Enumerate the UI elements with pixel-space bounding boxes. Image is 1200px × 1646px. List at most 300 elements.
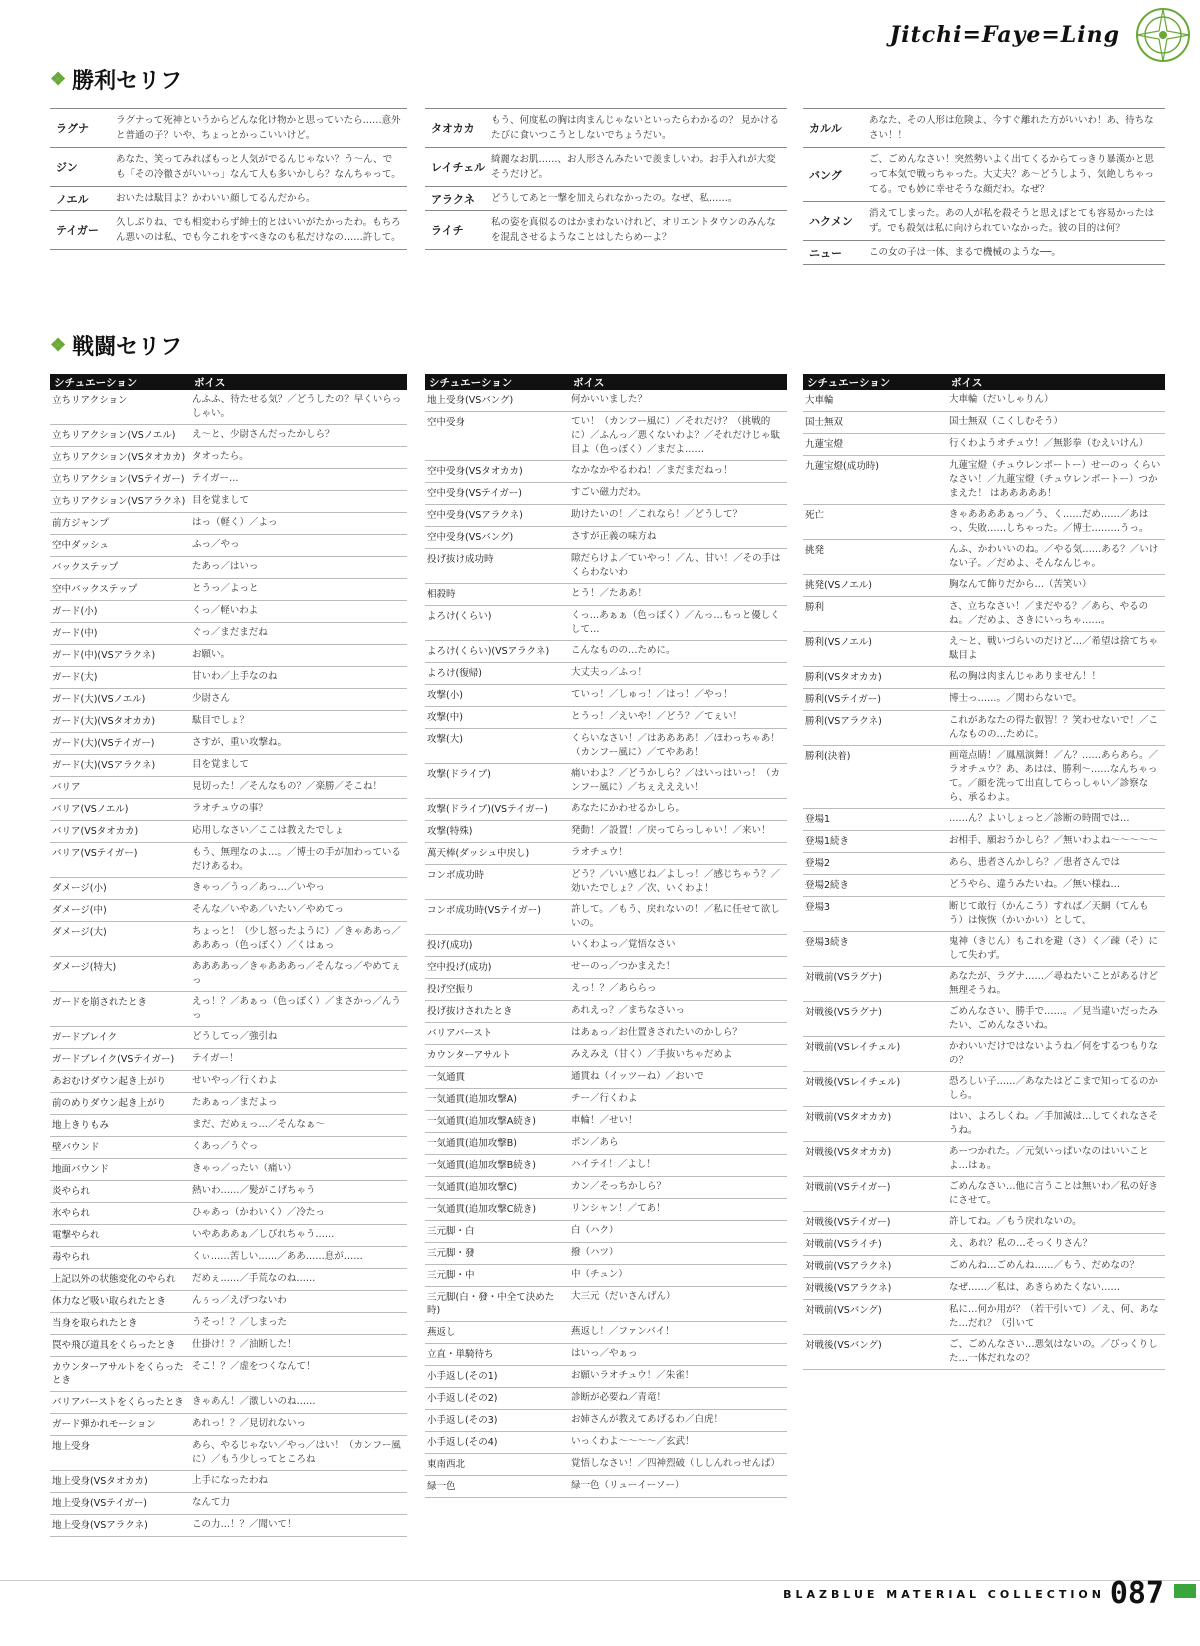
table-row [425, 1454, 787, 1476]
situation-cell: 地上受身(VSタオカカ) [52, 1476, 148, 1487]
table-row [425, 1221, 787, 1243]
situation-cell: 挑発 [805, 545, 825, 556]
situation-cell: ガードブレイク [52, 1032, 118, 1043]
voice-cell: あら、患者さんかしら？／患者さんでは [949, 857, 1121, 868]
situation-cell: 三元脚・中 [427, 1270, 475, 1281]
situation-cell: よろけ(くらい)(VSアラクネ) [427, 646, 550, 657]
voice-cell: テイガー！ [192, 1053, 239, 1064]
header-situation: シチュエーション [429, 376, 513, 389]
voice-cell: リンシャン！／てあ！ [571, 1203, 666, 1214]
table-row [803, 1037, 1165, 1072]
page-marker [1174, 1584, 1196, 1598]
voice-cell: まだ、だめぇっ…／そんなぁ〜 [192, 1119, 325, 1130]
table-row [425, 1265, 787, 1287]
table-row [50, 843, 407, 878]
situation-cell: 当身を取られたとき [52, 1318, 138, 1329]
situation-cell: 緑一色 [427, 1481, 456, 1492]
situation-cell: 国士無双 [805, 417, 844, 428]
voice-cell: ごめんなさい、勝手で……。／見当違いだったみたい、ごめんなさいね。 [949, 1006, 1159, 1031]
situation-cell: 対戦前(VSライチ) [805, 1239, 882, 1250]
voice-cell: 応用しなさい／ここは教えたでしょ [192, 825, 345, 836]
situation-cell: ダメージ(小) [52, 883, 107, 894]
situation-cell: 登場3 [805, 902, 831, 913]
table-row [50, 1471, 407, 1493]
voice-cell: 痛いわよ？／どうかしら？／はいっはいっ！（カンフー風に）／ちぇえええい！ [571, 768, 781, 793]
table-row [425, 606, 787, 641]
voice-cell: 許してね。／もう戻れないの。 [949, 1216, 1082, 1227]
voice-cell: ハイテイ！／よし！ [571, 1159, 656, 1170]
voice-cell: すごい磁力だわ。 [571, 487, 647, 498]
victory-line: おいたは駄目よ？かわいい顔してるんだから。 [116, 193, 316, 204]
table-row [425, 1045, 787, 1067]
table-row [50, 1436, 407, 1471]
voice-cell: あなたにかわせるかしら。 [571, 803, 686, 814]
battle-column [425, 374, 787, 1498]
voice-cell: 緑一色（リューイーソー） [571, 1480, 685, 1491]
victory-row [425, 187, 787, 211]
situation-cell: バリアバーストをくらったとき [52, 1397, 184, 1408]
situation-cell: 空中受身(VSアラクネ) [427, 510, 523, 521]
voice-cell: 画竜点睛！／鳳凰演舞！／ん？……あらあら。／ラオチュウ？あ、あはは、勝利〜……なんちゃって。／顔を洗って出直してらっしゃい／診察なら、承るわよ。 [949, 750, 1159, 803]
table-row [50, 1115, 407, 1137]
voice-cell: いっくわよ〜〜〜〜／玄武！ [571, 1436, 695, 1447]
situation-cell: 勝利(VSノエル) [805, 637, 872, 648]
voice-cell: 許して。／もう、戻れないの！／私に任せて欲しいの。 [571, 904, 780, 929]
table-row [803, 1177, 1165, 1212]
table-row [425, 1023, 787, 1045]
voice-cell: ごめんね…ごめんね……／もう、だめなの？ [949, 1260, 1140, 1271]
situation-cell: 立ちリアクション(VSタオカカ) [52, 452, 186, 463]
situation-cell: よろけ(くらい) [427, 611, 492, 622]
table-row [803, 456, 1165, 505]
table-row [803, 632, 1165, 667]
situation-cell: コンボ成功時 [427, 870, 485, 881]
situation-cell: 死亡 [805, 510, 825, 521]
situation-cell: 対戦前(VSレイチェル) [805, 1042, 901, 1053]
opponent-name: アラクネ [431, 192, 475, 206]
voice-cell: 覚悟しなさい！／四神烈破（ししんれっせんぱ） [571, 1458, 781, 1469]
victory-row [50, 148, 407, 187]
collection-name: BLAZBLUE MATERIAL COLLECTION [783, 1588, 1105, 1601]
table-row [50, 1137, 407, 1159]
table-row [425, 685, 787, 707]
voice-cell: たあっ／はいっ [192, 561, 259, 572]
table-row [425, 1476, 787, 1498]
voice-cell: 九蓮宝燈（チュウレンポートー）せーのっ くらいなさい！／九蓮宝燈（チュウレンポートー）つかまえた！ はあああああ！ [949, 460, 1161, 499]
voice-cell: せいやっ／行くわよ [192, 1075, 278, 1086]
table-row [803, 967, 1165, 1002]
table-row [803, 597, 1165, 632]
situation-cell: 九蓮宝燈 [805, 439, 844, 450]
voice-cell: ご、ごめんなさい…悪気はないの。／びっくりした…一体だれなの？ [949, 1339, 1158, 1364]
voice-cell: 燕返し！／ファンバイ！ [571, 1326, 675, 1337]
character-title: Jitchi=Faye=Ling [889, 22, 1120, 48]
victory-row [803, 241, 1165, 265]
table-row [425, 1322, 787, 1344]
situation-cell: 一気通貫 [427, 1072, 466, 1083]
voice-cell: 目を覚まして [192, 495, 250, 506]
voice-cell: くらいなさい！／はああああ！／ほわっちゃあ！（カンフー風に）／てやああ！ [571, 733, 780, 758]
table-row [50, 1357, 407, 1392]
table-row [803, 875, 1165, 897]
situation-cell: 一気通貫(追加攻撃B続き) [427, 1160, 536, 1171]
situation-cell: 空中受身(VSタオカカ) [427, 466, 523, 477]
voice-cell: 博士っ……。／関わらないで。 [949, 693, 1082, 704]
table-row [50, 557, 407, 579]
voice-cell: うそっ！？／しまった [192, 1317, 288, 1328]
situation-cell: 一気通貫(追加攻撃C続き) [427, 1204, 537, 1215]
table-header [50, 374, 407, 390]
situation-cell: 投げ(成功) [427, 940, 473, 951]
table-row [50, 667, 407, 689]
situation-cell: 攻撃(中) [427, 712, 463, 723]
situation-cell: 燕返し [427, 1327, 456, 1338]
situation-cell: 攻撃(特殊) [427, 826, 473, 837]
table-row [50, 1049, 407, 1071]
opponent-name: バング [809, 168, 842, 182]
table-row [425, 1155, 787, 1177]
situation-cell: 対戦後(VSレイチェル) [805, 1077, 901, 1088]
table-row [425, 527, 787, 549]
victory-line: 綺麗なお肌……、お人形さんみたいで羨ましいわ。お手入れが大変そうだけど。 [491, 154, 776, 180]
voice-cell: 恐ろしい子……／あなたはどこまで知ってるのかしら。 [949, 1076, 1159, 1101]
table-row [425, 1001, 787, 1023]
situation-cell: 小手返し(その3) [427, 1415, 498, 1426]
table-row [50, 1392, 407, 1414]
voice-cell: 大車輪（だいしゃりん） [949, 394, 1054, 405]
voice-cell: たあぁっ／まだよっ [192, 1097, 278, 1108]
table-row [50, 1493, 407, 1515]
voice-cell: きゃああああぁっ／う、く……だめ……／あはっ、失敗……しちゃった。／博士………うっ。 [949, 509, 1149, 534]
situation-cell: 対戦後(VSバング) [805, 1340, 882, 1351]
table-row [425, 1432, 787, 1454]
voice-cell: 診断が必要ね／青竜！ [571, 1392, 667, 1403]
table-row [425, 707, 787, 729]
table-row [803, 1234, 1165, 1256]
situation-cell: 立直・単騎待ち [427, 1349, 494, 1360]
voice-cell: さ、立ちなさい！／まだやる？／あら、やるのね。／だめよ、さきにいっちゃ……。 [949, 601, 1149, 626]
victory-column [803, 108, 1165, 265]
situation-cell: コンボ成功時(VSテイガー) [427, 905, 541, 916]
voice-cell: ……ん？よいしょっと／診断の時間では… [949, 813, 1130, 824]
table-row [803, 1002, 1165, 1037]
table-row [50, 992, 407, 1027]
situation-cell: カウンターアサルトをくらったとき [52, 1362, 184, 1386]
situation-cell: 勝利(VSタオカカ) [805, 672, 882, 683]
voice-cell: みえみえ（甘く）／手抜いちゃだめよ [571, 1049, 733, 1060]
voice-cell: くっ／軽いわよ [192, 605, 259, 616]
table-row [50, 491, 407, 513]
situation-cell: 空中受身 [427, 417, 466, 428]
table-row [50, 1335, 407, 1357]
situation-cell: 地上受身(VSテイガー) [52, 1498, 147, 1509]
voice-cell: 目を覚まして [192, 759, 250, 770]
situation-cell: 前方ジャンプ [52, 518, 109, 529]
table-row [425, 461, 787, 483]
table-row [425, 764, 787, 799]
table-row [50, 1203, 407, 1225]
situation-cell: 萬天棒(ダッシュ中戻し) [427, 848, 530, 859]
situation-cell: 九蓮宝燈(成功時) [805, 461, 879, 472]
situation-cell: あおむけダウン起き上がり [52, 1076, 167, 1087]
situation-cell: ガード(小) [52, 606, 98, 617]
voice-cell: お相手、願おうかしら？／無いわよね〜〜〜〜〜 [949, 835, 1159, 846]
table-row [50, 469, 407, 491]
voice-cell: なんて力 [192, 1497, 231, 1508]
table-row [50, 900, 407, 922]
table-row [50, 425, 407, 447]
situation-cell: 体力など吸い取られたとき [52, 1296, 167, 1307]
table-row [803, 746, 1165, 809]
situation-cell: 攻撃(ドライブ) [427, 769, 491, 780]
table-row [50, 447, 407, 469]
situation-cell: 攻撃(ドライブ)(VSテイガー) [427, 804, 548, 815]
table-row [803, 932, 1165, 967]
voice-cell: ああああっ／きゃあああっ／そんなっ／やめてぇっ [192, 961, 401, 986]
voice-cell: 車輪！／せい！ [571, 1115, 638, 1126]
situation-cell: 空中投げ(成功) [427, 962, 492, 973]
voice-cell: ていっ！／しゅっ！／はっ！／やっ！ [571, 689, 733, 700]
table-row [803, 1335, 1165, 1370]
situation-cell: 氷やられ [52, 1208, 91, 1219]
voice-cell: くっ…あぁぁ（色っぽく）／んっ…もっと優しくして… [571, 610, 780, 635]
header-voice: ボイス [194, 376, 226, 389]
table-row [803, 412, 1165, 434]
table-row [50, 878, 407, 900]
voice-cell: くぃ……苦しい……／ああ……息が…… [192, 1251, 363, 1262]
table-row [803, 1107, 1165, 1142]
victory-line: もう、何度私の胸は肉まんじゃないといったらわかるの？ 見かけるたびに食いつこうとしないでちょうだい。 [491, 115, 780, 141]
table-row [50, 1269, 407, 1291]
voice-cell: これがあなたの得た叡智！？笑わせないで！／こんなものの…ために。 [949, 715, 1159, 740]
voice-cell: どうしてっ／強引ね [192, 1031, 278, 1042]
situation-cell: 勝利(VSテイガー) [805, 694, 881, 705]
victory-row [50, 211, 407, 250]
voice-cell: 国士無双（こくしむそう） [949, 416, 1064, 427]
battle-title: 戦闘セリフ [72, 334, 183, 360]
voice-cell: だめぇ……／手荒なのね…… [192, 1273, 316, 1284]
situation-cell: ダメージ(中) [52, 905, 107, 916]
victory-column [50, 108, 407, 250]
situation-cell: 地上受身(VSバング) [427, 395, 514, 406]
situation-cell: 地上受身 [52, 1441, 91, 1452]
table-row [50, 755, 407, 777]
situation-cell: ガード(中)(VSアラクネ) [52, 650, 156, 661]
table-row [425, 1243, 787, 1265]
voice-cell: カン／そっちかしら？ [571, 1181, 667, 1192]
table-row [425, 1133, 787, 1155]
situation-cell: 対戦前(VSアラクネ) [805, 1261, 892, 1272]
table-row [50, 777, 407, 799]
voice-cell: どうやら、違うみたいね。／無い様ね… [949, 879, 1121, 890]
situation-cell: 大車輪 [805, 395, 834, 406]
situation-cell: 登場1続き [805, 836, 850, 847]
voice-cell: ひゃあっ（かわいく）／冷たっ [192, 1207, 325, 1218]
table-row [425, 483, 787, 505]
situation-cell: 対戦前(VSテイガー) [805, 1182, 891, 1193]
table-row [803, 1212, 1165, 1234]
voice-cell: そこ！？／虚をつくなんて！ [192, 1361, 316, 1372]
voice-cell: きゃっ／うっ／あっ…／いやっ [192, 882, 325, 893]
table-row [425, 799, 787, 821]
victory-line: この女の子は一体、まるで機械のような──。 [869, 247, 1061, 258]
table-row [425, 1089, 787, 1111]
situation-cell: 一気通貫(追加攻撃C) [427, 1182, 518, 1193]
opponent-name: テイガー [56, 224, 99, 237]
voice-cell: 断じて敢行（かんこう）すれば／天網（てんもう）は恢恢（かいかい）として、 [949, 901, 1149, 926]
victory-row [425, 109, 787, 148]
victory-line: 私の姿を真似るのはかまわないけれど、オリエントタウンのみんなを混乱させるようなことはしたらめーよ？ [491, 217, 776, 243]
situation-cell: バリア(VSタオカカ) [52, 826, 139, 837]
situation-cell: 地面バウンド [52, 1164, 110, 1175]
voice-cell: はいっ／やぁっ [571, 1348, 638, 1359]
battle-column [50, 374, 407, 1537]
table-row [50, 799, 407, 821]
voice-cell: お願い。 [192, 649, 231, 660]
table-row [803, 390, 1165, 412]
voice-cell: どう？／いい感じね／よしっ！／感じちゃう？／効いたでしょ？／次、いくわよ！ [571, 869, 781, 894]
situation-cell: 空中受身(VSテイガー) [427, 488, 522, 499]
situation-cell: 勝利 [805, 602, 825, 613]
victory-line: ラグナって死神というからどんな化け物かと思っていたら……意外と普通の子？いや、ちょっとかっこいいけど。 [116, 115, 401, 141]
situation-cell: 勝利(決着) [805, 751, 851, 762]
table-row [50, 957, 407, 992]
situation-cell: 相殺時 [427, 589, 456, 600]
voice-cell: 行くわようオチュウ！／無影拳（むえいけん） [949, 438, 1149, 449]
table-row [425, 821, 787, 843]
situation-cell: 登場1 [805, 814, 831, 825]
voice-cell: せーのっ／つかまえた！ [571, 961, 676, 972]
situation-cell: 攻撃(大) [427, 734, 463, 745]
situation-cell: 投げ抜けされたとき [427, 1006, 513, 1017]
situation-cell: バリア(VSノエル) [52, 804, 129, 815]
table-row [803, 711, 1165, 746]
voice-cell: 駄目でしょ？ [192, 715, 250, 726]
table-row [50, 1515, 407, 1537]
table-row [803, 897, 1165, 932]
table-row [803, 1278, 1165, 1300]
situation-cell: ガード(大) [52, 672, 98, 683]
voice-cell: んぅっ／えげつないわ [192, 1295, 287, 1306]
situation-cell: ガードブレイク(VSテイガー) [52, 1054, 175, 1065]
table-row [50, 1291, 407, 1313]
situation-cell: 毒やられ [52, 1252, 91, 1263]
voice-cell: もう、無理なのよ…。／博士の手が加わっているだけあるわ。 [192, 847, 401, 872]
table-row [425, 505, 787, 527]
table-row [803, 1142, 1165, 1177]
situation-cell: バックステップ [52, 562, 119, 573]
opponent-name: ジン [56, 161, 78, 174]
victory-column [425, 108, 787, 250]
voice-cell: えっ！？／あららっ [571, 983, 657, 994]
voice-cell: 通貫ね（イッツーね）／おいで [571, 1071, 704, 1082]
table-row [803, 434, 1165, 456]
situation-cell: 登場3続き [805, 937, 850, 948]
situation-cell: バリア(VSテイガー) [52, 848, 138, 859]
table-row [425, 1366, 787, 1388]
voice-cell: こんなものの…ために。 [571, 645, 676, 656]
voice-cell: え〜と、戦いづらいのだけど…／希望は捨てちゃ駄目よ [949, 636, 1159, 661]
situation-cell: 三元脚・發 [427, 1248, 475, 1259]
situation-cell: ダメージ(特大) [52, 962, 117, 973]
situation-cell: 立ちリアクション(VSテイガー) [52, 474, 185, 485]
voice-cell: いやあああぁ／しびれちゃう…… [192, 1229, 335, 1240]
table-row [425, 843, 787, 865]
victory-line: 消えてしまった。あの人が私を殺そうと思えばとても容易かったはず。でも殺気は私に向けられていなかった。彼の目的は何？ [869, 208, 1155, 234]
table-row [50, 1181, 407, 1203]
situation-cell: バリアバースト [427, 1028, 493, 1039]
table-row [425, 1344, 787, 1366]
situation-cell: 投げ抜け成功時 [427, 554, 494, 565]
table-row [425, 584, 787, 606]
voice-cell: 私の胸は肉まんじゃありません！！ [949, 671, 1102, 682]
table-row [50, 1414, 407, 1436]
victory-row [50, 187, 407, 211]
voice-cell: きゃあん！／激しいのね…… [192, 1396, 316, 1407]
voice-cell: んふふ、待たせる気？／どうしたの？早くいらっしゃい。 [192, 394, 402, 419]
victory-row [50, 109, 407, 148]
voice-cell: とうっ／よっと [192, 583, 259, 594]
table-row [425, 979, 787, 1001]
voice-cell: この力…！？／聞いて！ [192, 1519, 297, 1530]
table-row [50, 922, 407, 957]
battle-heading [50, 330, 182, 361]
voice-cell: さすが、重い攻撃ね。 [192, 737, 288, 748]
opponent-name: ハクメン [809, 215, 853, 228]
table-row [425, 1111, 787, 1133]
table-row [803, 831, 1165, 853]
opponent-name: レイチェル [431, 161, 486, 174]
situation-cell: ガード(大)(VSテイガー) [52, 738, 155, 749]
situation-cell: 地上きりもみ [52, 1120, 110, 1131]
situation-cell: 三元脚(白・發・中全て決めた時) [427, 1292, 555, 1316]
situation-cell: 立ちリアクション(VSアラクネ) [52, 496, 186, 507]
situation-cell: 対戦後(VSアラクネ) [805, 1283, 892, 1294]
voice-cell: なぜ……／私は、あきらめたくない…… [949, 1282, 1121, 1293]
situation-cell: ガード(大)(VSアラクネ) [52, 760, 156, 771]
voice-cell: あなたが、ラグナ……／尋ねたいことがあるけど無理そうね。 [949, 971, 1159, 996]
emblem-icon [1132, 4, 1194, 66]
table-row [50, 1313, 407, 1335]
situation-cell: 一気通貫(追加攻撃A続き) [427, 1116, 536, 1127]
situation-cell: 攻撃(小) [427, 690, 463, 701]
table-header [425, 374, 787, 390]
voice-cell: 白（ハク） [571, 1225, 619, 1236]
table-row [425, 1067, 787, 1089]
victory-line: どうしてあと一撃を加えられなかったの。なぜ、私……。 [491, 193, 738, 204]
situation-cell: 勝利(VSアラクネ) [805, 716, 882, 727]
battle-column [803, 374, 1165, 1370]
opponent-name: ノエル [56, 192, 89, 206]
table-row [50, 1071, 407, 1093]
table-row [50, 1247, 407, 1269]
voice-cell: え〜と、少尉さんだったかしら？ [192, 429, 335, 440]
voice-cell: ぐっ／まだまだね [192, 627, 268, 638]
table-row [50, 1159, 407, 1181]
victory-line: 久しぶりね、でも相変わらず紳士的とはいいがたかったわ。もちろん悪いのは私、でも今これをすべきなのも私だけなの……許して。 [116, 217, 401, 243]
footer-divider [0, 1568, 1200, 1581]
situation-cell: バリア [52, 782, 81, 793]
voice-cell: てい！（カンフー風に）／それだけ？（挑戦的に）／ふんっ／悪くないわよ？／それだけじゃ駄目よ（色っぽく）／まだよ…… [571, 416, 781, 455]
table-row [50, 390, 407, 425]
voice-cell: 甘いわ／上手なのね [192, 671, 278, 682]
voice-cell: 胸なんて飾りだから…（苦笑い） [949, 579, 1092, 590]
situation-cell: ガードを崩されたとき [52, 997, 148, 1008]
voice-cell: ちょっと！（少し怒ったように）／きゃああっ／あああっ（色っぽく）／くはぁっ [192, 926, 401, 951]
voice-cell: はい、よろしくね。／手加減は…してくれなさそうね。 [949, 1111, 1159, 1136]
table-row [425, 549, 787, 584]
table-row [803, 853, 1165, 875]
